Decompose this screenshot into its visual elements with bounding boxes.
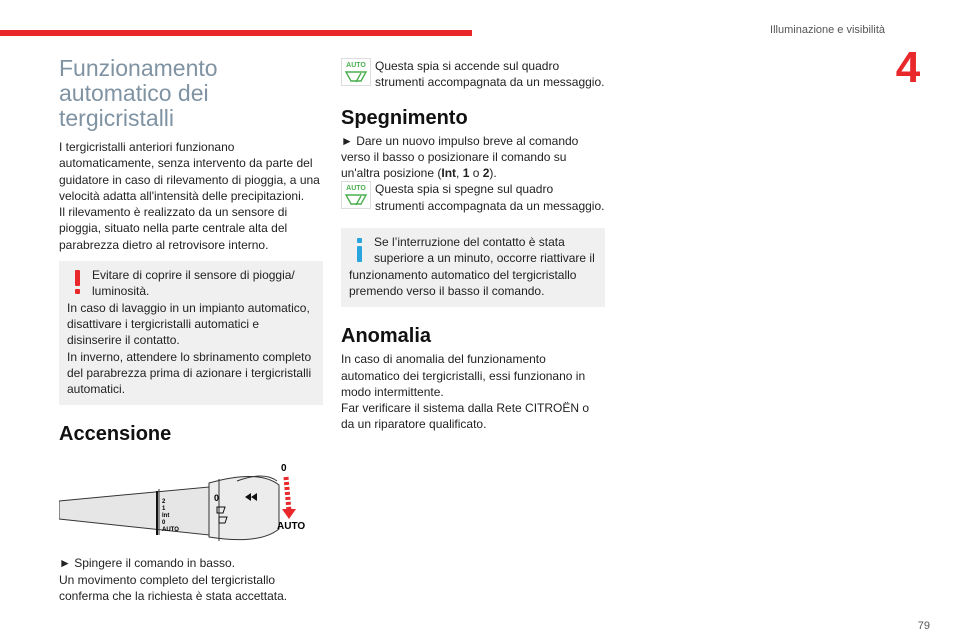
section-title-accensione: Accensione <box>59 423 172 446</box>
info-icon <box>349 236 371 264</box>
chapter-red-bar <box>0 30 472 36</box>
page-number: 79 <box>917 620 930 632</box>
auto-lamp-off-row <box>341 181 605 214</box>
spegnimento-step: ► Dare un nuovo impulso breve al comando verso il basso o posizionare il comando su un'altra posizione (Int, 1 o 2). <box>341 133 579 181</box>
auto-wiper-lamp-icon <box>341 58 371 86</box>
auto-lamp-on-text: Questa spia si accende sul quadro strumenti accompagnata da un messaggio. <box>375 59 605 90</box>
illus-auto-label: AUTO <box>277 521 306 533</box>
anomalia-paragraph-2: Far verificare il sistema dalla Rete CITROËN o da un riparatore qualificato. <box>341 401 590 432</box>
stalk-pos-2: 2 <box>162 499 166 506</box>
intro-paragraph-2: Il rilevamento è realizzato da un sensore di pioggia, situato nella parte centrale alta del parabrezza dietro al retrovisore interno. <box>59 205 288 252</box>
down-arrow-icon <box>286 477 289 511</box>
right-column <box>341 58 605 433</box>
warning-box <box>59 261 323 405</box>
page-title: Funzionamento automatico dei tergicristalli <box>59 55 218 131</box>
wiper-stalk-illustration <box>59 459 321 549</box>
auto-lamp-off-text: Questa spia si spegne sul quadro strumenti accompagnata da un messaggio. <box>375 182 605 213</box>
stalk-pos-0: 0 <box>162 520 166 527</box>
section-header-title: Illuminazione e visibilità <box>770 24 885 36</box>
info-text: Se l’interruzione del contatto è stata superiore a un minuto, occorre riattivare il funzionamento automatico del tergicristallo premendo verso il basso il comando. <box>349 235 595 298</box>
warning-exclamation-icon <box>67 268 89 296</box>
accensione-confirm: Un movimento completo del tergicristallo conferma che la richiesta è stata accettata. <box>59 572 288 604</box>
left-column <box>59 56 323 604</box>
auto-lamp-on-row <box>341 58 605 91</box>
stalk-pos-1: 1 <box>162 506 166 513</box>
chapter-number: 4 <box>895 43 921 92</box>
intro-paragraph-1: I tergicristalli anteriori funzionano automaticamente, senza intervento da parte del guidatore in caso di rilevamento di pioggia, a una velocità adatta all'intensità delle precipitazioni. <box>59 140 320 203</box>
illus-top-zero: 0 <box>281 463 287 475</box>
ring-zero: 0 <box>214 493 220 504</box>
warning-text-3: In inverno, attendere lo sbrinamento completo del parabrezza prima di azionare i tergicristalli automatici. <box>67 349 312 397</box>
warning-text-1: Evitare di coprire il sensore di pioggia/ luminosità. <box>92 268 295 299</box>
auto-wiper-lamp-icon <box>341 181 371 209</box>
section-title-anomalia: Anomalia <box>341 325 432 348</box>
warning-text-2: In caso di lavaggio in un impianto automatico, disattivare i tergicristalli automatici e disinserire il contatto. <box>67 300 310 348</box>
accensione-step: ► Spingere il comando in basso. <box>59 556 235 571</box>
stalk-pos-auto: AUTO <box>162 527 179 534</box>
stalk-pos-int: Int <box>162 513 170 520</box>
svg-text:AUTO: AUTO <box>346 185 366 193</box>
anomalia-paragraph-1: In caso di anomalia del funzionamento automatico dei tergicristalli, essi funzionano in modo intermittente. <box>341 352 586 399</box>
section-title-spegnimento: Spegnimento <box>341 106 468 129</box>
svg-text:AUTO: AUTO <box>346 62 366 69</box>
info-box <box>341 228 605 307</box>
